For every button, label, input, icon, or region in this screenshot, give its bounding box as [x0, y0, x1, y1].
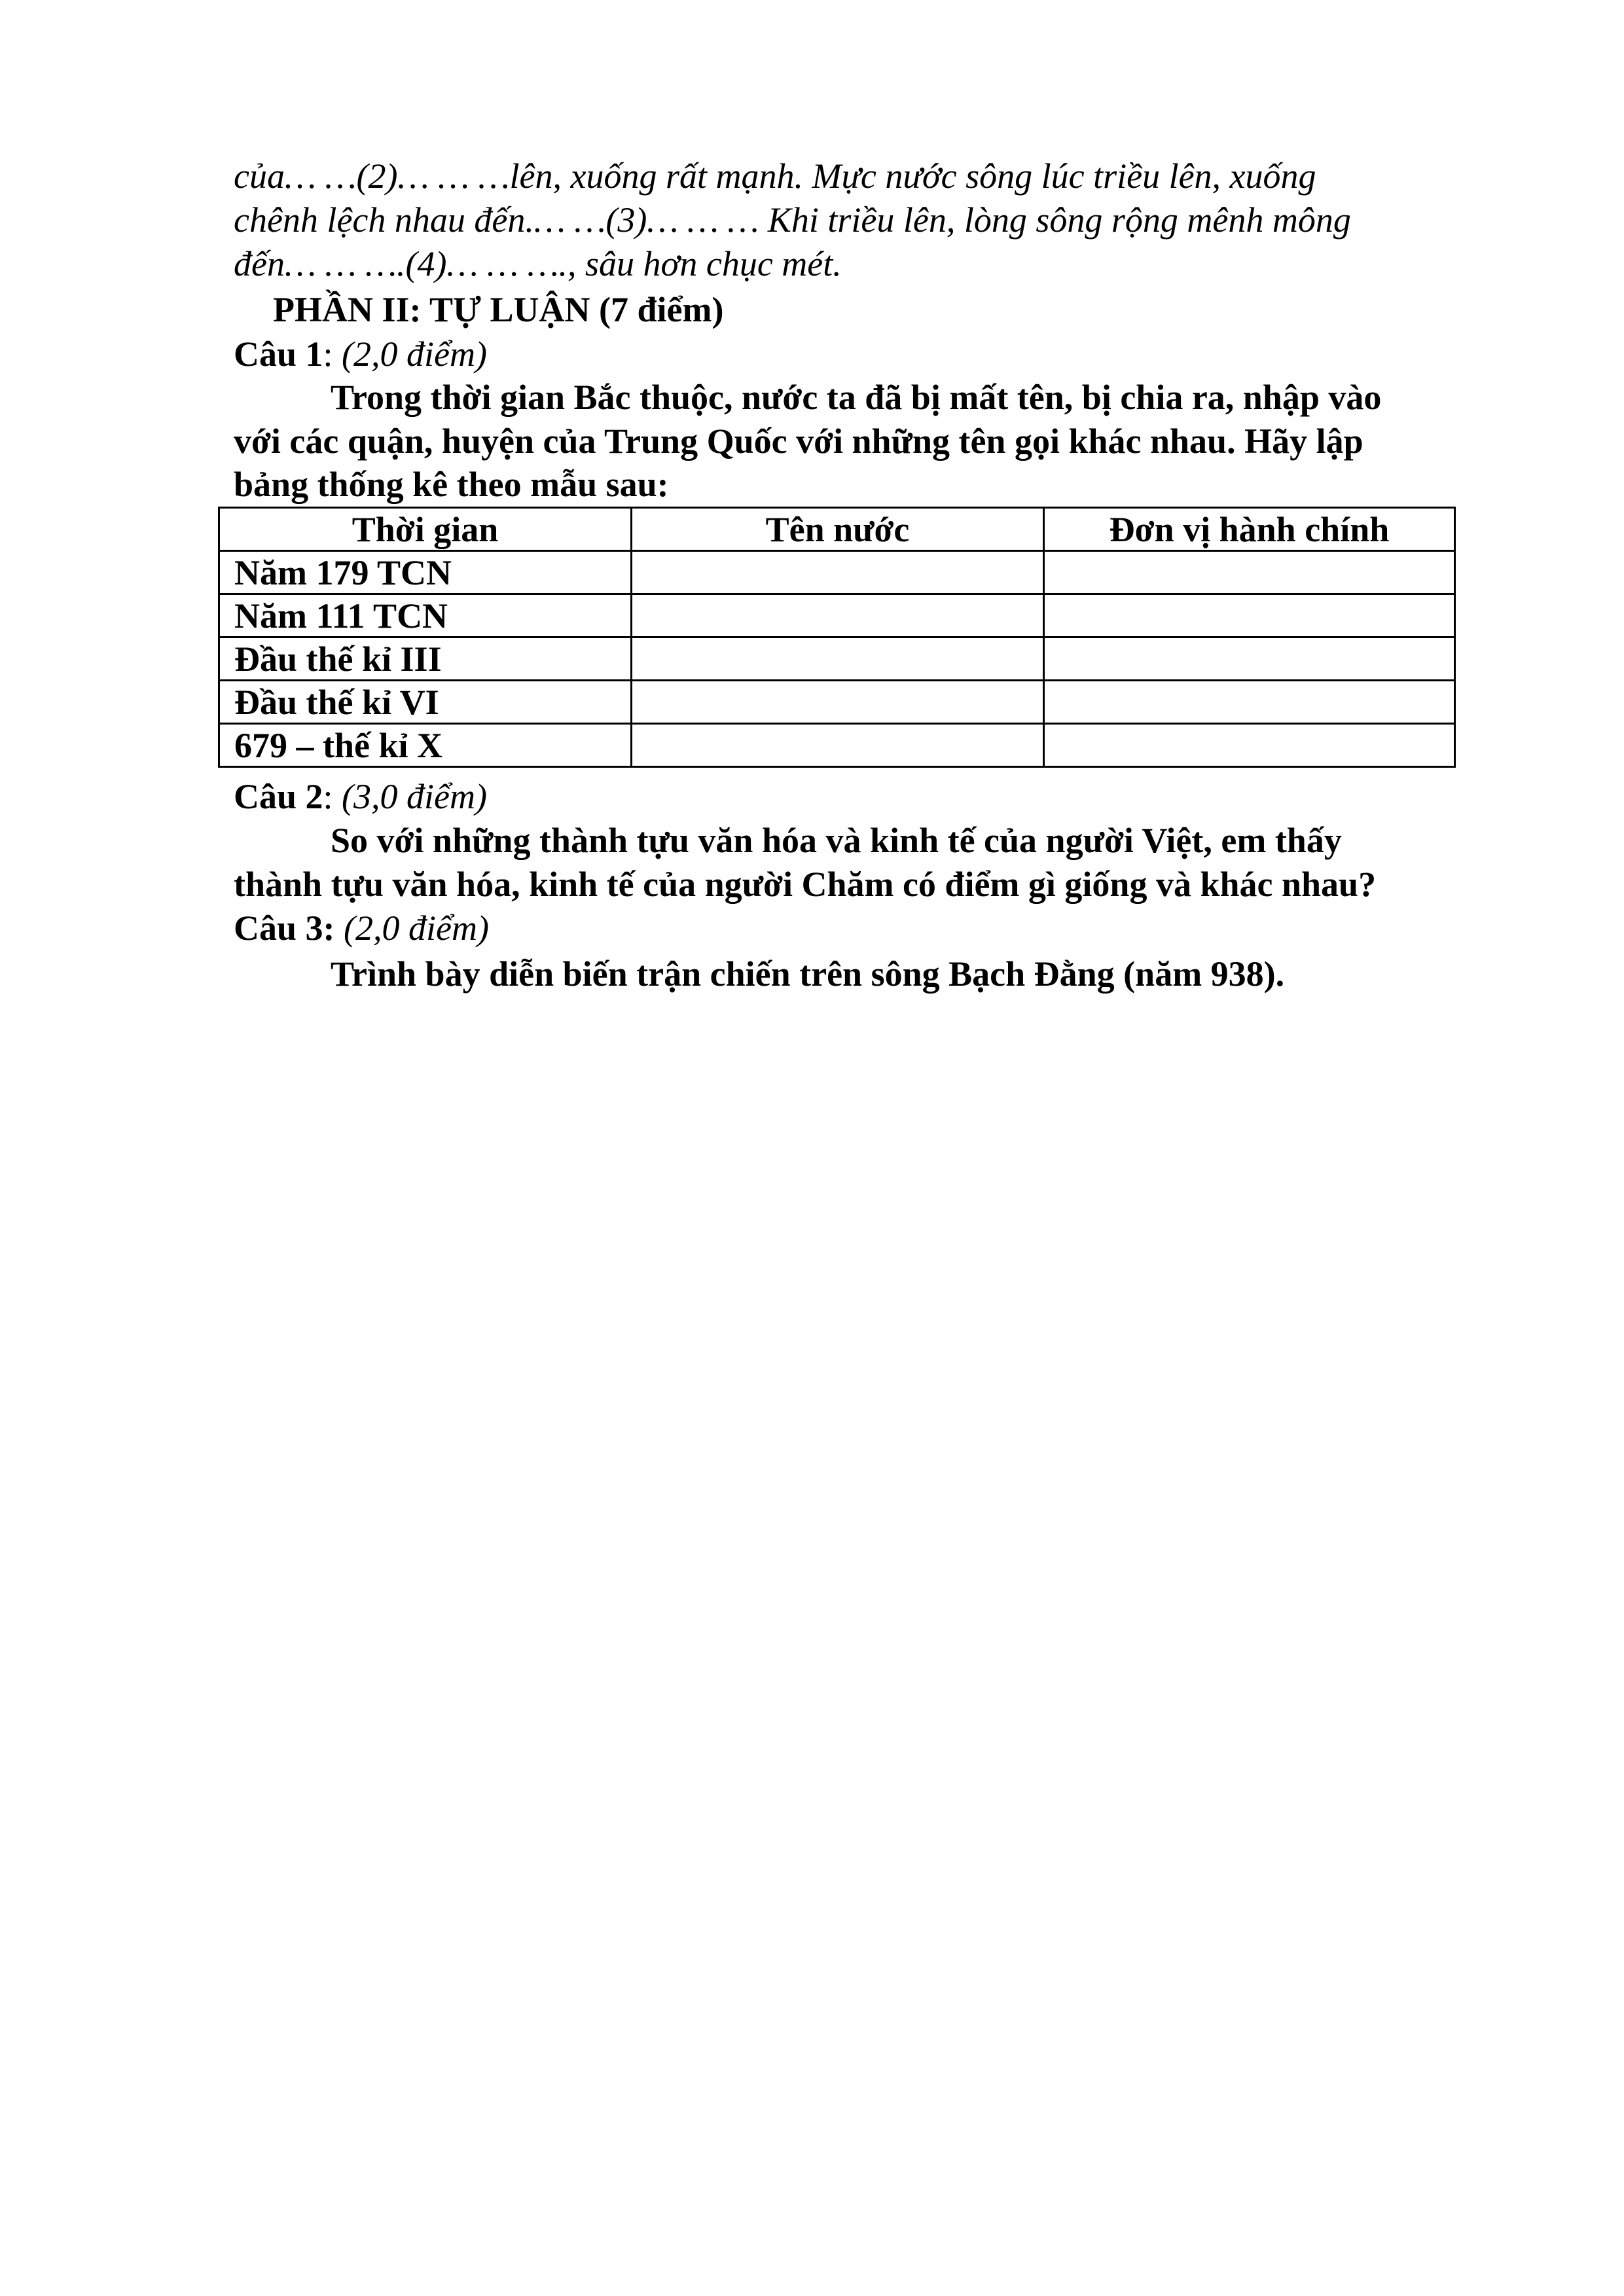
cell-admin-unit — [1044, 637, 1455, 681]
q2-header: Câu 2: (3,0 điểm) — [234, 777, 487, 816]
fill-in-line-3: đến… … ….(4)… … …., sâu hơn chục mét. — [234, 244, 842, 283]
q2-points: (3,0 điểm) — [342, 777, 487, 816]
statistics-table — [218, 507, 1456, 768]
q1-points: (2,0 điểm) — [342, 334, 487, 374]
table-row — [219, 594, 1455, 637]
q1-text-line-1: Trong thời gian Bắc thuộc, nước ta đã bị mất tên, bị chia ra, nhập vào — [331, 378, 1382, 417]
cell-country-name — [632, 551, 1044, 594]
cell-admin-unit — [1044, 551, 1455, 594]
cell-country-name — [632, 724, 1044, 767]
cell-time: Đầu thế kỉ VI — [219, 681, 632, 724]
cell-time: 679 – thế kỉ X — [219, 724, 632, 767]
cell-country-name — [632, 637, 1044, 681]
q2-label: Câu 2 — [234, 777, 323, 816]
table-row — [219, 681, 1455, 724]
header-time: Thời gian — [219, 508, 632, 551]
cell-admin-unit — [1044, 724, 1455, 767]
cell-country-name — [632, 681, 1044, 724]
cell-country-name — [632, 594, 1044, 637]
fill-in-line-1: của… …(2)… … …lên, xuống rất mạnh. Mực nước sông lúc triều lên, xuống — [234, 156, 1316, 196]
cell-time: Đầu thế kỉ III — [219, 637, 632, 681]
q3-text-line-1: Trình bày diễn biến trận chiến trên sông Bạch Đằng (năm 938). — [331, 954, 1285, 994]
fill-in-line-2: chênh lệch nhau đến.… …(3)… … … Khi triều lên, lòng sông rộng mênh mông — [234, 200, 1351, 240]
table-row — [219, 637, 1455, 681]
header-admin-unit: Đơn vị hành chính — [1044, 508, 1455, 551]
q2-text-line-2: thành tựu văn hóa, kinh tế của người Chăm có điểm gì giống và khác nhau? — [234, 865, 1377, 904]
cell-admin-unit — [1044, 594, 1455, 637]
q3-header — [234, 906, 489, 950]
cell-time: Năm 111 TCN — [219, 594, 632, 637]
table-header-row — [219, 508, 1455, 551]
q1-text-line-3: bảng thống kê theo mẫu sau: — [234, 465, 669, 504]
table-row — [219, 551, 1455, 594]
q3-points: (2,0 điểm) — [344, 908, 489, 948]
q2-text-line-1: So với những thành tựu văn hóa và kinh tế của người Việt, em thấy — [331, 821, 1342, 860]
part2-heading: PHẦN II: TỰ LUẬN (7 điểm) — [273, 290, 724, 329]
q3-label: Câu 3: — [234, 908, 335, 948]
q1-header: Câu 1: (2,0 điểm) — [234, 334, 487, 374]
q1-text-line-2: với các quận, huyện của Trung Quốc với những tên gọi khác nhau. Hãy lập — [234, 422, 1363, 461]
header-country-name: Tên nước — [632, 508, 1044, 551]
cell-admin-unit — [1044, 681, 1455, 724]
table-row — [219, 724, 1455, 767]
q1-label: Câu 1 — [234, 334, 323, 374]
cell-time: Năm 179 TCN — [219, 551, 632, 594]
